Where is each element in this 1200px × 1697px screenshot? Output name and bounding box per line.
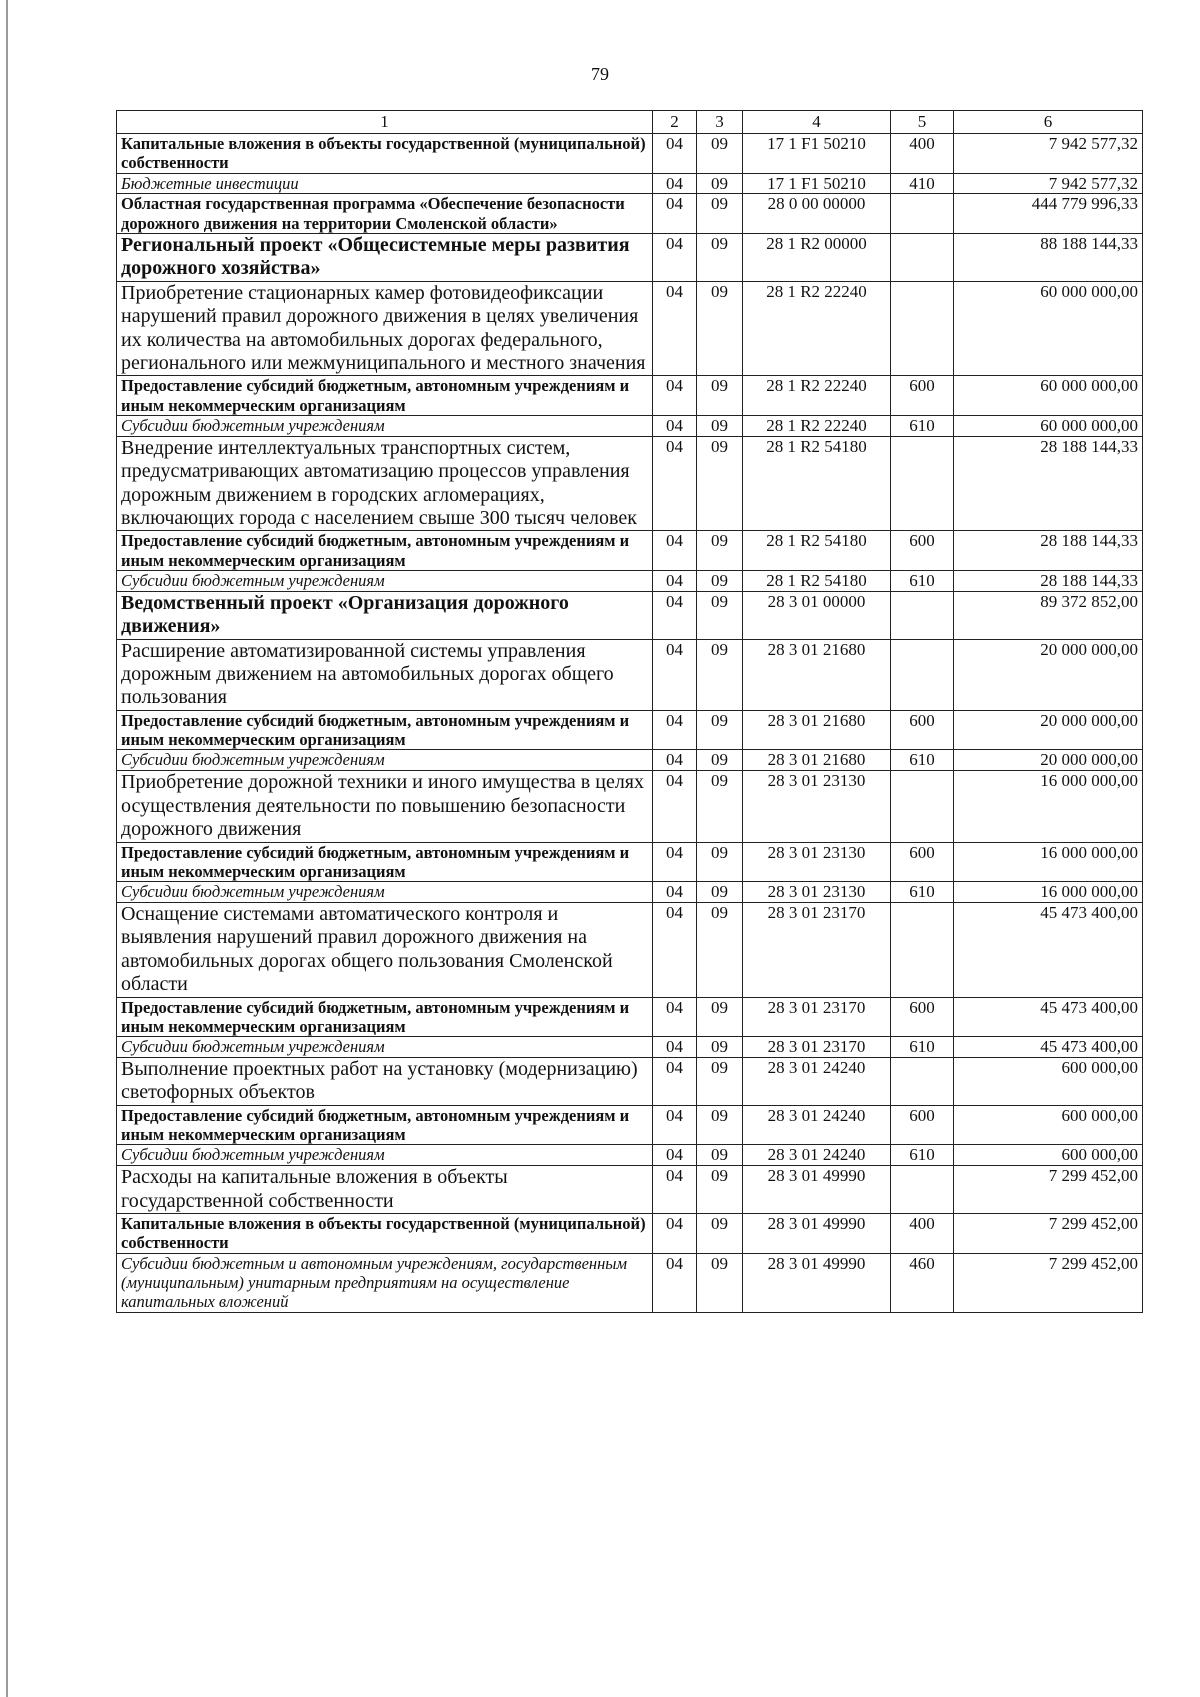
target-article-cell: 28 3 01 23130 bbox=[743, 771, 891, 842]
row-name-cell: Приобретение стационарных камер фотовидеофиксации нарушений правил дорожного движения в целях увеличения их количества на автомобильных дорогах федерального, регионального или межмуниципального и местного значения bbox=[117, 281, 653, 376]
subsection-code-cell: 09 bbox=[697, 1145, 743, 1166]
target-article-cell: 28 3 01 49990 bbox=[743, 1166, 891, 1214]
amount-cell: 16 000 000,00 bbox=[954, 771, 1143, 842]
amount-cell: 20 000 000,00 bbox=[954, 750, 1143, 771]
amount-cell: 444 779 996,33 bbox=[954, 194, 1143, 234]
section-code-cell: 04 bbox=[653, 1253, 697, 1312]
target-article-cell: 17 1 F1 50210 bbox=[743, 173, 891, 194]
amount-cell: 600 000,00 bbox=[954, 1058, 1143, 1106]
amount-cell: 28 188 144,33 bbox=[954, 571, 1143, 592]
expense-type-cell: 610 bbox=[891, 416, 954, 437]
table-row bbox=[117, 531, 1143, 571]
subsection-code-cell: 09 bbox=[697, 416, 743, 437]
expense-type-cell: 600 bbox=[891, 710, 954, 750]
table-row bbox=[117, 436, 1143, 531]
table-header-row bbox=[117, 111, 1143, 134]
amount-cell: 7 942 577,32 bbox=[954, 134, 1143, 174]
target-article-cell: 28 3 01 49990 bbox=[743, 1214, 891, 1254]
target-article-cell: 28 3 01 00000 bbox=[743, 591, 891, 639]
expense-type-cell bbox=[891, 436, 954, 531]
row-name-cell: Капитальные вложения в объекты государственной (муниципальной) собственности bbox=[117, 1214, 653, 1254]
subsection-code-cell: 09 bbox=[697, 1037, 743, 1058]
table-row bbox=[117, 194, 1143, 234]
subsection-code-cell: 09 bbox=[697, 571, 743, 592]
expense-type-cell: 610 bbox=[891, 882, 954, 903]
table-row bbox=[117, 771, 1143, 842]
subsection-code-cell: 09 bbox=[697, 281, 743, 376]
row-name-cell: Субсидии бюджетным учреждениям bbox=[117, 571, 653, 592]
page-margin-line bbox=[6, 0, 8, 1697]
section-code-cell: 04 bbox=[653, 134, 697, 174]
section-code-cell: 04 bbox=[653, 771, 697, 842]
table-row bbox=[117, 1105, 1143, 1145]
target-article-cell: 28 3 01 23130 bbox=[743, 882, 891, 903]
subsection-code-cell: 09 bbox=[697, 639, 743, 710]
row-name-cell: Расходы на капитальные вложения в объекты государственной собственности bbox=[117, 1166, 653, 1214]
target-article-cell: 17 1 F1 50210 bbox=[743, 134, 891, 174]
table-row bbox=[117, 1166, 1143, 1214]
table-row bbox=[117, 639, 1143, 710]
section-code-cell: 04 bbox=[653, 376, 697, 416]
amount-cell: 600 000,00 bbox=[954, 1105, 1143, 1145]
row-name-cell: Капитальные вложения в объекты государственной (муниципальной) собственности bbox=[117, 134, 653, 174]
subsection-code-cell: 09 bbox=[697, 591, 743, 639]
expense-type-cell: 600 bbox=[891, 1105, 954, 1145]
expense-type-cell: 400 bbox=[891, 134, 954, 174]
section-code-cell: 04 bbox=[653, 1214, 697, 1254]
expense-type-cell bbox=[891, 281, 954, 376]
amount-cell: 600 000,00 bbox=[954, 1145, 1143, 1166]
table-row bbox=[117, 1145, 1143, 1166]
row-name-cell: Областная государственная программа «Обеспечение безопасности дорожного движения на территории Смоленской области» bbox=[117, 194, 653, 234]
target-article-cell: 28 3 01 24240 bbox=[743, 1145, 891, 1166]
target-article-cell: 28 1 R2 54180 bbox=[743, 531, 891, 571]
amount-cell: 45 473 400,00 bbox=[954, 1037, 1143, 1058]
amount-cell: 45 473 400,00 bbox=[954, 902, 1143, 997]
section-code-cell: 04 bbox=[653, 902, 697, 997]
amount-cell: 88 188 144,33 bbox=[954, 234, 1143, 282]
row-name-cell: Предоставление субсидий бюджетным, автономным учреждениям и иным некоммерческим организациям bbox=[117, 842, 653, 882]
expense-type-cell: 610 bbox=[891, 1037, 954, 1058]
section-code-cell: 04 bbox=[653, 882, 697, 903]
target-article-cell: 28 1 R2 54180 bbox=[743, 436, 891, 531]
section-code-cell: 04 bbox=[653, 1037, 697, 1058]
table-row bbox=[117, 842, 1143, 882]
subsection-code-cell: 09 bbox=[697, 134, 743, 174]
target-article-cell: 28 1 R2 22240 bbox=[743, 281, 891, 376]
table-row bbox=[117, 234, 1143, 282]
amount-cell: 28 188 144,33 bbox=[954, 531, 1143, 571]
target-article-cell: 28 1 R2 00000 bbox=[743, 234, 891, 282]
row-name-cell: Субсидии бюджетным учреждениям bbox=[117, 750, 653, 771]
section-code-cell: 04 bbox=[653, 710, 697, 750]
expense-type-cell bbox=[891, 234, 954, 282]
table-row bbox=[117, 1214, 1143, 1254]
subsection-code-cell: 09 bbox=[697, 1214, 743, 1254]
section-code-cell: 04 bbox=[653, 531, 697, 571]
subsection-code-cell: 09 bbox=[697, 842, 743, 882]
subsection-code-cell: 09 bbox=[697, 882, 743, 903]
row-name-cell: Предоставление субсидий бюджетным, автономным учреждениям и иным некоммерческим организациям bbox=[117, 531, 653, 571]
amount-cell: 16 000 000,00 bbox=[954, 882, 1143, 903]
amount-cell: 7 299 452,00 bbox=[954, 1214, 1143, 1254]
expense-type-cell bbox=[891, 771, 954, 842]
row-name-cell: Субсидии бюджетным и автономным учреждениям, государственным (муниципальным) унитарным предприятиям на осуществление капитальных вложений bbox=[117, 1253, 653, 1312]
table-row bbox=[117, 710, 1143, 750]
target-article-cell: 28 3 01 24240 bbox=[743, 1058, 891, 1106]
subsection-code-cell: 09 bbox=[697, 376, 743, 416]
target-article-cell: 28 3 01 21680 bbox=[743, 750, 891, 771]
subsection-code-cell: 09 bbox=[697, 771, 743, 842]
target-article-cell: 28 3 01 21680 bbox=[743, 639, 891, 710]
row-name-cell: Бюджетные инвестиции bbox=[117, 173, 653, 194]
expense-type-cell: 460 bbox=[891, 1253, 954, 1312]
row-name-cell: Региональный проект «Общесистемные меры развития дорожного хозяйства» bbox=[117, 234, 653, 282]
target-article-cell: 28 3 01 24240 bbox=[743, 1105, 891, 1145]
amount-cell: 7 299 452,00 bbox=[954, 1166, 1143, 1214]
expense-type-cell: 600 bbox=[891, 376, 954, 416]
target-article-cell: 28 3 01 23170 bbox=[743, 1037, 891, 1058]
subsection-code-cell: 09 bbox=[697, 194, 743, 234]
subsection-code-cell: 09 bbox=[697, 710, 743, 750]
section-code-cell: 04 bbox=[653, 1058, 697, 1106]
row-name-cell: Оснащение системами автоматического контроля и выявления нарушений правил дорожного движения на автомобильных дорогах общего пользования Смоленской области bbox=[117, 902, 653, 997]
row-name-cell: Предоставление субсидий бюджетным, автономным учреждениям и иным некоммерческим организациям bbox=[117, 376, 653, 416]
expense-type-cell bbox=[891, 1166, 954, 1214]
section-code-cell: 04 bbox=[653, 639, 697, 710]
expense-type-cell: 400 bbox=[891, 1214, 954, 1254]
row-name-cell: Приобретение дорожной техники и иного имущества в целях осуществления деятельности по повышению безопасности дорожного движения bbox=[117, 771, 653, 842]
target-article-cell: 28 3 01 23130 bbox=[743, 842, 891, 882]
row-name-cell: Выполнение проектных работ на установку (модернизацию) светофорных объектов bbox=[117, 1058, 653, 1106]
target-article-cell: 28 1 R2 22240 bbox=[743, 416, 891, 437]
amount-cell: 60 000 000,00 bbox=[954, 376, 1143, 416]
table-row bbox=[117, 882, 1143, 903]
column-header: 3 bbox=[697, 111, 743, 134]
row-name-cell: Предоставление субсидий бюджетным, автономным учреждениям и иным некоммерческим организациям bbox=[117, 997, 653, 1037]
amount-cell: 7 299 452,00 bbox=[954, 1253, 1143, 1312]
amount-cell: 16 000 000,00 bbox=[954, 842, 1143, 882]
section-code-cell: 04 bbox=[653, 281, 697, 376]
row-name-cell: Расширение автоматизированной системы управления дорожным движением на автомобильных дорогах общего пользования bbox=[117, 639, 653, 710]
section-code-cell: 04 bbox=[653, 997, 697, 1037]
subsection-code-cell: 09 bbox=[697, 1253, 743, 1312]
target-article-cell: 28 3 01 23170 bbox=[743, 997, 891, 1037]
row-name-cell: Субсидии бюджетным учреждениям bbox=[117, 1145, 653, 1166]
column-header: 1 bbox=[117, 111, 653, 134]
section-code-cell: 04 bbox=[653, 842, 697, 882]
section-code-cell: 04 bbox=[653, 173, 697, 194]
target-article-cell: 28 1 R2 54180 bbox=[743, 571, 891, 592]
amount-cell: 20 000 000,00 bbox=[954, 639, 1143, 710]
target-article-cell: 28 3 01 23170 bbox=[743, 902, 891, 997]
subsection-code-cell: 09 bbox=[697, 531, 743, 571]
target-article-cell: 28 3 01 49990 bbox=[743, 1253, 891, 1312]
subsection-code-cell: 09 bbox=[697, 750, 743, 771]
section-code-cell: 04 bbox=[653, 436, 697, 531]
table-row bbox=[117, 376, 1143, 416]
expense-type-cell: 610 bbox=[891, 750, 954, 771]
section-code-cell: 04 bbox=[653, 1145, 697, 1166]
budget-table bbox=[116, 110, 1143, 1313]
amount-cell: 89 372 852,00 bbox=[954, 591, 1143, 639]
row-name-cell: Внедрение интеллектуальных транспортных систем, предусматривающих автоматизацию процессов управления дорожным движением в городских агломерациях, включающих города с населением свыше 300 тысяч человек bbox=[117, 436, 653, 531]
row-name-cell: Предоставление субсидий бюджетным, автономным учреждениям и иным некоммерческим организациям bbox=[117, 710, 653, 750]
section-code-cell: 04 bbox=[653, 416, 697, 437]
table-row bbox=[117, 134, 1143, 174]
subsection-code-cell: 09 bbox=[697, 1058, 743, 1106]
table-row bbox=[117, 1037, 1143, 1058]
column-header: 2 bbox=[653, 111, 697, 134]
section-code-cell: 04 bbox=[653, 1105, 697, 1145]
amount-cell: 7 942 577,32 bbox=[954, 173, 1143, 194]
row-name-cell: Ведомственный проект «Организация дорожного движения» bbox=[117, 591, 653, 639]
table-row bbox=[117, 571, 1143, 592]
section-code-cell: 04 bbox=[653, 591, 697, 639]
expense-type-cell: 610 bbox=[891, 571, 954, 592]
table-row bbox=[117, 416, 1143, 437]
table-row bbox=[117, 591, 1143, 639]
section-code-cell: 04 bbox=[653, 1166, 697, 1214]
section-code-cell: 04 bbox=[653, 571, 697, 592]
amount-cell: 45 473 400,00 bbox=[954, 997, 1143, 1037]
subsection-code-cell: 09 bbox=[697, 234, 743, 282]
table-row bbox=[117, 750, 1143, 771]
column-header: 4 bbox=[743, 111, 891, 134]
target-article-cell: 28 0 00 00000 bbox=[743, 194, 891, 234]
subsection-code-cell: 09 bbox=[697, 902, 743, 997]
target-article-cell: 28 1 R2 22240 bbox=[743, 376, 891, 416]
table-row bbox=[117, 997, 1143, 1037]
table-body bbox=[117, 134, 1143, 1313]
table-row bbox=[117, 902, 1143, 997]
expense-type-cell: 610 bbox=[891, 1145, 954, 1166]
expense-type-cell: 600 bbox=[891, 997, 954, 1037]
expense-type-cell: 410 bbox=[891, 173, 954, 194]
amount-cell: 28 188 144,33 bbox=[954, 436, 1143, 531]
row-name-cell: Субсидии бюджетным учреждениям bbox=[117, 416, 653, 437]
subsection-code-cell: 09 bbox=[697, 1166, 743, 1214]
amount-cell: 60 000 000,00 bbox=[954, 281, 1143, 376]
expense-type-cell bbox=[891, 591, 954, 639]
target-article-cell: 28 3 01 21680 bbox=[743, 710, 891, 750]
expense-type-cell bbox=[891, 1058, 954, 1106]
table-row bbox=[117, 173, 1143, 194]
section-code-cell: 04 bbox=[653, 234, 697, 282]
row-name-cell: Субсидии бюджетным учреждениям bbox=[117, 1037, 653, 1058]
row-name-cell: Субсидии бюджетным учреждениям bbox=[117, 882, 653, 903]
page-number: 79 bbox=[591, 64, 609, 84]
subsection-code-cell: 09 bbox=[697, 997, 743, 1037]
subsection-code-cell: 09 bbox=[697, 1105, 743, 1145]
row-name-cell: Предоставление субсидий бюджетным, автономным учреждениям и иным некоммерческим организациям bbox=[117, 1105, 653, 1145]
table-row bbox=[117, 281, 1143, 376]
subsection-code-cell: 09 bbox=[697, 436, 743, 531]
table-row bbox=[117, 1253, 1143, 1312]
expense-type-cell bbox=[891, 194, 954, 234]
expense-type-cell bbox=[891, 639, 954, 710]
expense-type-cell: 600 bbox=[891, 842, 954, 882]
section-code-cell: 04 bbox=[653, 194, 697, 234]
amount-cell: 20 000 000,00 bbox=[954, 710, 1143, 750]
expense-type-cell bbox=[891, 902, 954, 997]
expense-type-cell: 600 bbox=[891, 531, 954, 571]
section-code-cell: 04 bbox=[653, 750, 697, 771]
column-header: 5 bbox=[891, 111, 954, 134]
subsection-code-cell: 09 bbox=[697, 173, 743, 194]
column-header: 6 bbox=[954, 111, 1143, 134]
table-row bbox=[117, 1058, 1143, 1106]
amount-cell: 60 000 000,00 bbox=[954, 416, 1143, 437]
